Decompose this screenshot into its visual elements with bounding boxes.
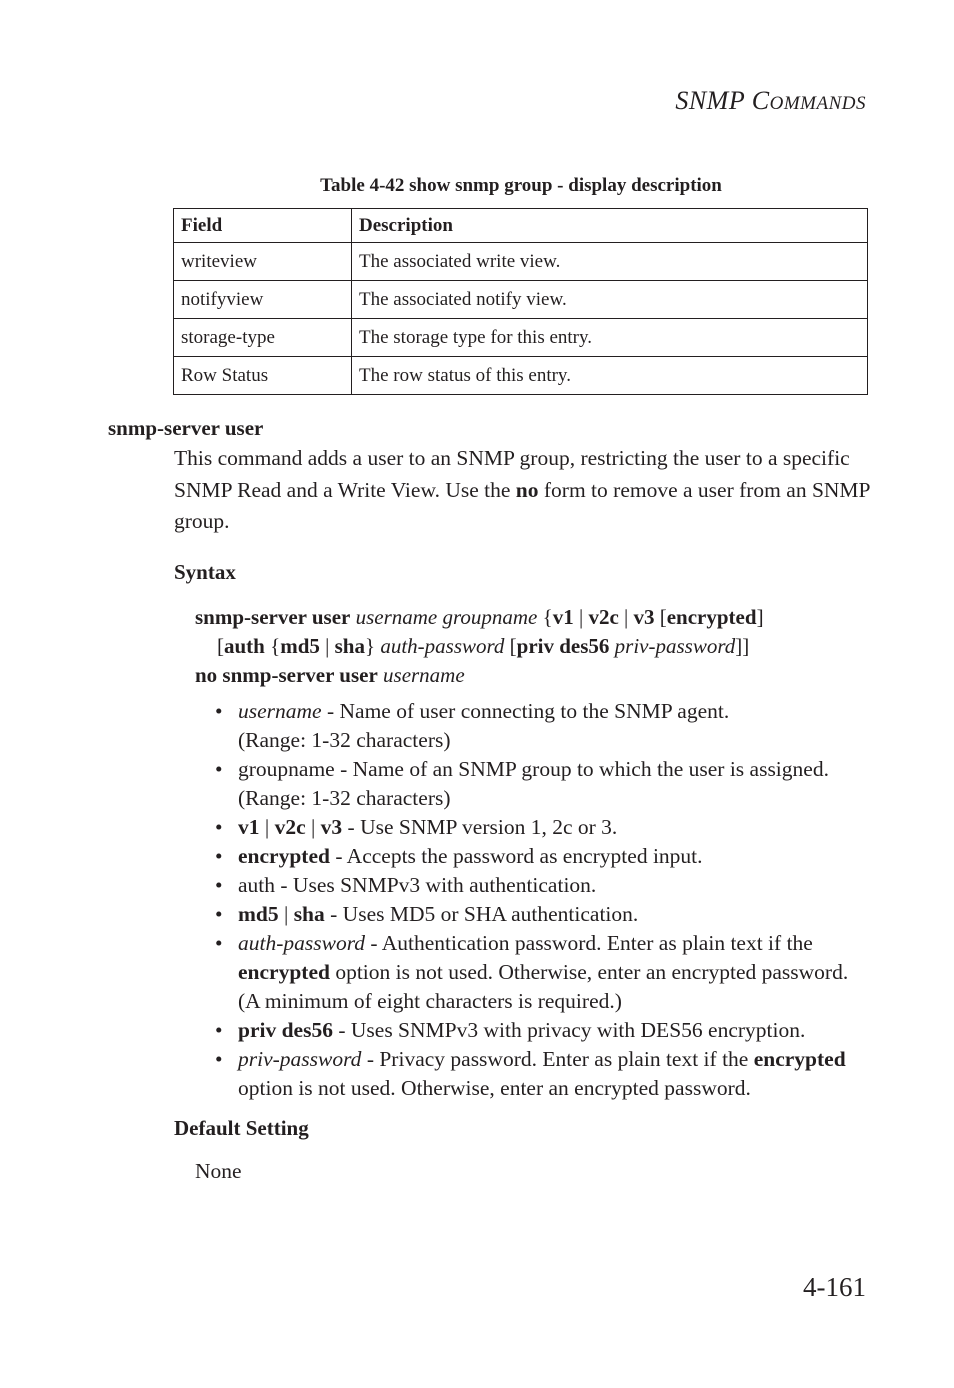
kw-v1: v1 bbox=[238, 815, 260, 839]
arg-priv-password: priv-password bbox=[614, 634, 736, 658]
syntax-line-1 bbox=[195, 603, 875, 632]
default-setting-heading: Default Setting bbox=[174, 1116, 309, 1140]
param-text: - Privacy password. Enter as plain text if the bbox=[361, 1047, 754, 1071]
kw-v3: v3 bbox=[320, 815, 343, 839]
syntax-no-command: no snmp-server user bbox=[195, 663, 378, 687]
bullet-icon: • bbox=[215, 931, 223, 955]
kw-v2c: v2c bbox=[274, 815, 306, 839]
param-text: - Name of user connecting to the SNMP agent. bbox=[321, 699, 730, 723]
param-text: option is not used. Otherwise, enter an encrypted password. (A minimum of eight characters is required.) bbox=[238, 960, 849, 1013]
kw-md5: md5 bbox=[280, 634, 320, 658]
separator: | bbox=[319, 634, 335, 658]
kw-encrypted: encrypted bbox=[666, 605, 757, 629]
command-title: snmp-server user bbox=[108, 416, 264, 440]
kw-encrypted: encrypted bbox=[238, 960, 330, 984]
bullet-icon: • bbox=[215, 1047, 223, 1071]
list-item bbox=[215, 842, 875, 871]
field-cell: notifyview bbox=[174, 281, 352, 319]
brace: { bbox=[264, 634, 281, 658]
bracket: [ bbox=[504, 634, 517, 658]
description-table bbox=[173, 208, 868, 395]
param-term: auth-password bbox=[238, 931, 366, 955]
bracket: [ bbox=[654, 605, 667, 629]
parameter-list bbox=[215, 697, 875, 1103]
kw-sha: sha bbox=[293, 902, 325, 926]
arg-username: username bbox=[383, 663, 465, 687]
table-caption: Table 4-42 show snmp group - display description bbox=[320, 175, 722, 196]
syntax-heading: Syntax bbox=[174, 560, 236, 584]
brace: { bbox=[542, 605, 553, 629]
table-row bbox=[174, 243, 868, 281]
field-cell: writeview bbox=[174, 243, 352, 281]
param-term: priv des56 bbox=[238, 1018, 333, 1042]
syntax-args: username groupname bbox=[355, 605, 538, 629]
bullet-icon: • bbox=[215, 699, 223, 723]
running-header bbox=[675, 86, 866, 116]
kw-encrypted: encrypted bbox=[753, 1047, 846, 1071]
list-item bbox=[215, 871, 875, 900]
no-keyword: no bbox=[515, 477, 539, 502]
param-text: - Uses SNMPv3 with privacy with DES56 encryption. bbox=[332, 1018, 806, 1042]
bracket: [ bbox=[217, 634, 224, 658]
description-cell: The row status of this entry. bbox=[352, 357, 868, 395]
param-range: (Range: 1-32 characters) bbox=[238, 728, 451, 752]
kw-sha: sha bbox=[334, 634, 365, 658]
table-header-row bbox=[174, 209, 868, 243]
param-text: auth - Uses SNMPv3 with authentication. bbox=[238, 873, 597, 897]
param-text: - Authentication password. Enter as plain text if the bbox=[365, 931, 813, 955]
description-cell: The associated notify view. bbox=[352, 281, 868, 319]
kw-priv-des56: priv des56 bbox=[516, 634, 610, 658]
list-item bbox=[215, 755, 875, 813]
kw-v2c: v2c bbox=[588, 605, 619, 629]
kw-v3: v3 bbox=[633, 605, 655, 629]
syntax-line-3 bbox=[195, 661, 875, 690]
param-text: groupname - Name of an SNMP group to which the user is assigned. bbox=[238, 757, 829, 781]
list-item bbox=[215, 1016, 875, 1045]
separator: | bbox=[278, 902, 294, 926]
list-item bbox=[215, 813, 875, 842]
syntax-line-2 bbox=[195, 632, 875, 661]
bracket: ] bbox=[756, 605, 764, 629]
bracket: ]] bbox=[735, 634, 750, 658]
param-term: priv-password bbox=[238, 1047, 362, 1071]
param-text: option is not used. Otherwise, enter an encrypted password. bbox=[238, 1076, 751, 1100]
table-row bbox=[174, 357, 868, 395]
param-text: - Accepts the password as encrypted input. bbox=[329, 844, 703, 868]
param-term: username bbox=[238, 699, 322, 723]
field-cell: storage-type bbox=[174, 319, 352, 357]
param-term: encrypted bbox=[238, 844, 330, 868]
brace: } bbox=[364, 634, 381, 658]
syntax-block bbox=[195, 603, 875, 690]
arg-auth-password: auth-password bbox=[380, 634, 505, 658]
separator: | bbox=[573, 605, 589, 629]
separator: | bbox=[259, 815, 275, 839]
bullet-icon: • bbox=[215, 1018, 223, 1042]
table-row bbox=[174, 319, 868, 357]
param-text: - Use SNMP version 1, 2c or 3. bbox=[342, 815, 618, 839]
header-title-small: OMMANDS bbox=[769, 93, 866, 114]
table-row bbox=[174, 281, 868, 319]
bullet-icon: • bbox=[215, 815, 223, 839]
header-title-main: SNMP C bbox=[675, 86, 770, 115]
kw-v1: v1 bbox=[552, 605, 574, 629]
column-header-field: Field bbox=[174, 209, 352, 243]
bullet-icon: • bbox=[215, 873, 223, 897]
bullet-icon: • bbox=[215, 844, 223, 868]
kw-auth: auth bbox=[224, 634, 265, 658]
param-range: (Range: 1-32 characters) bbox=[238, 786, 451, 810]
description-text: form to remove a user from an SNMP group. bbox=[174, 477, 870, 533]
separator: | bbox=[305, 815, 321, 839]
list-item bbox=[215, 929, 875, 1016]
description-cell: The associated write view. bbox=[352, 243, 868, 281]
kw-md5: md5 bbox=[238, 902, 279, 926]
bullet-icon: • bbox=[215, 757, 223, 781]
field-cell: Row Status bbox=[174, 357, 352, 395]
separator: | bbox=[618, 605, 634, 629]
list-item bbox=[215, 1045, 875, 1103]
syntax-command: snmp-server user bbox=[195, 605, 351, 629]
description-cell: The storage type for this entry. bbox=[352, 319, 868, 357]
param-text: - Uses MD5 or SHA authentication. bbox=[324, 902, 639, 926]
default-setting-value: None bbox=[195, 1159, 242, 1183]
page-number: 4-161 bbox=[803, 1272, 866, 1302]
column-header-description: Description bbox=[352, 209, 868, 243]
command-description bbox=[174, 443, 874, 538]
list-item bbox=[215, 900, 875, 929]
list-item bbox=[215, 697, 875, 755]
bullet-icon: • bbox=[215, 902, 223, 926]
description-text: This command adds a user to an SNMP group, restricting the user to a specific SNMP Read and a Write View. Use the bbox=[174, 446, 850, 502]
